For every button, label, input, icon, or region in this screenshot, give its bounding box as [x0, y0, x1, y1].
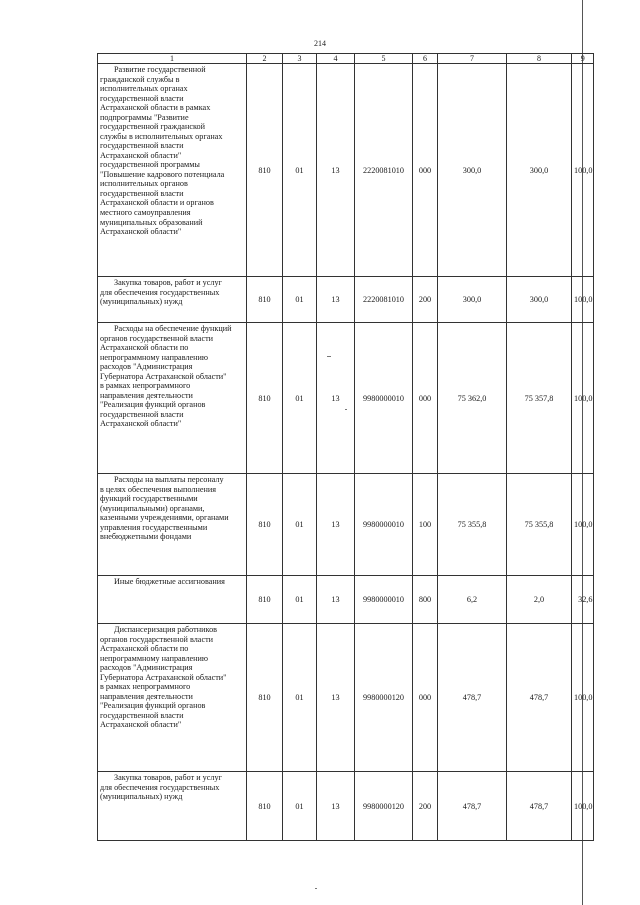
- expense-type-code: 100: [413, 474, 438, 576]
- column-number: 5: [355, 54, 413, 64]
- column-number: 7: [438, 54, 507, 64]
- budget-table: [97, 53, 594, 841]
- table-row: [98, 323, 594, 474]
- ministry-code: 810: [247, 474, 283, 576]
- row-description-text: Закупка товаров, работ и услуг для обеспечения государственных (муниципальных) нужд: [100, 278, 222, 307]
- approved-amount: 478,7: [438, 624, 507, 772]
- column-number: 8: [507, 54, 572, 64]
- table-row: [98, 576, 594, 624]
- execution-percent: 100,0: [572, 323, 594, 474]
- expense-type-code: 200: [413, 772, 438, 841]
- target-article-code: 9980000010: [355, 323, 413, 474]
- ministry-code: 810: [247, 576, 283, 624]
- column-number: 6: [413, 54, 438, 64]
- row-description: [98, 772, 247, 841]
- section-code: 01: [283, 323, 317, 474]
- subsection-code: 13: [317, 323, 355, 474]
- subsection-code: 13: [317, 624, 355, 772]
- subsection-code: 13: [317, 576, 355, 624]
- expense-type-code: 000: [413, 64, 438, 277]
- page-number: 214: [314, 39, 326, 48]
- row-description: [98, 323, 247, 474]
- ministry-code: 810: [247, 323, 283, 474]
- scan-speck: [315, 888, 317, 889]
- ministry-code: 810: [247, 277, 283, 323]
- executed-amount: 300,0: [507, 64, 572, 277]
- approved-amount: 6,2: [438, 576, 507, 624]
- execution-percent: 100,0: [572, 277, 594, 323]
- row-description-text: Расходы на обеспечение функций органов государственной власти Астраханской области по непрограммному направлению расходов "Администрация Губернатора Астраханской области" в рамках непрограммного направления деятельности "Реализация функций органов государственной власти Астраханской области": [100, 324, 232, 429]
- column-number: 4: [317, 54, 355, 64]
- column-number: 2: [247, 54, 283, 64]
- scan-speck: [345, 409, 347, 410]
- column-number: 9: [572, 54, 594, 64]
- target-article-code: 2220081010: [355, 64, 413, 277]
- scan-speck: [327, 356, 331, 357]
- column-number-row: [98, 54, 594, 64]
- subsection-code: 13: [317, 64, 355, 277]
- approved-amount: 300,0: [438, 277, 507, 323]
- column-number: 1: [98, 54, 247, 64]
- row-description: [98, 474, 247, 576]
- approved-amount: 478,7: [438, 772, 507, 841]
- table-row: [98, 64, 594, 277]
- expense-type-code: 200: [413, 277, 438, 323]
- execution-percent: 32,6: [572, 576, 594, 624]
- row-description: [98, 277, 247, 323]
- executed-amount: 300,0: [507, 277, 572, 323]
- table-row: [98, 474, 594, 576]
- table-row: [98, 624, 594, 772]
- ministry-code: 810: [247, 64, 283, 277]
- section-code: 01: [283, 64, 317, 277]
- row-description: [98, 64, 247, 277]
- approved-amount: 75 362,0: [438, 323, 507, 474]
- subsection-code: 13: [317, 772, 355, 841]
- expense-type-code: 000: [413, 624, 438, 772]
- target-article-code: 2220081010: [355, 277, 413, 323]
- section-code: 01: [283, 772, 317, 841]
- table-row: [98, 277, 594, 323]
- approved-amount: 75 355,8: [438, 474, 507, 576]
- execution-percent: 100,0: [572, 624, 594, 772]
- executed-amount: 75 355,8: [507, 474, 572, 576]
- subsection-code: 13: [317, 277, 355, 323]
- row-description-text: Закупка товаров, работ и услуг для обеспечения государственных (муниципальных) нужд: [100, 773, 222, 802]
- expense-type-code: 800: [413, 576, 438, 624]
- section-code: 01: [283, 277, 317, 323]
- ministry-code: 810: [247, 772, 283, 841]
- executed-amount: 75 357,8: [507, 323, 572, 474]
- approved-amount: 300,0: [438, 64, 507, 277]
- executed-amount: 2,0: [507, 576, 572, 624]
- ministry-code: 810: [247, 624, 283, 772]
- expense-type-code: 000: [413, 323, 438, 474]
- row-description-text: Диспансеризация работников органов государственной власти Астраханской области по непрограммному направлению расходов "Администрация Губернатора Астраханской области" в рамках непрограммного направления деятельности "Реализация функций органов государственной власти Астраханской области": [100, 625, 227, 730]
- section-code: 01: [283, 576, 317, 624]
- execution-percent: 100,0: [572, 772, 594, 841]
- target-article-code: 9980000120: [355, 624, 413, 772]
- section-code: 01: [283, 624, 317, 772]
- row-description-text: Иные бюджетные ассигнования: [114, 577, 225, 587]
- row-description-text: Развитие государственной гражданской службы в исполнительных органах государственной власти Астраханской области в рамках подпрограммы "Развитие государственной гражданской службы в исполнительных органах государственной власти Астраханской области" государственной программы "Повышение кадрового потенциала исполнительных органов государственной власти Астраханской области и органов местного самоуправления муниципальных образований Астраханской области": [100, 65, 225, 237]
- subsection-code: 13: [317, 474, 355, 576]
- row-description: [98, 624, 247, 772]
- target-article-code: 9980000120: [355, 772, 413, 841]
- section-code: 01: [283, 474, 317, 576]
- target-article-code: 9980000010: [355, 576, 413, 624]
- row-description-text: Расходы на выплаты персоналу в целях обеспечения выполнения функций государственными (муниципальными) органами, казенными учреждениями, органами управления государственными внебюджетными фондами: [100, 475, 229, 542]
- executed-amount: 478,7: [507, 772, 572, 841]
- target-article-code: 9980000010: [355, 474, 413, 576]
- executed-amount: 478,7: [507, 624, 572, 772]
- column-number: 3: [283, 54, 317, 64]
- table-row: [98, 772, 594, 841]
- execution-percent: 100,0: [572, 474, 594, 576]
- execution-percent: 100,0: [572, 64, 594, 277]
- row-description: [98, 576, 247, 624]
